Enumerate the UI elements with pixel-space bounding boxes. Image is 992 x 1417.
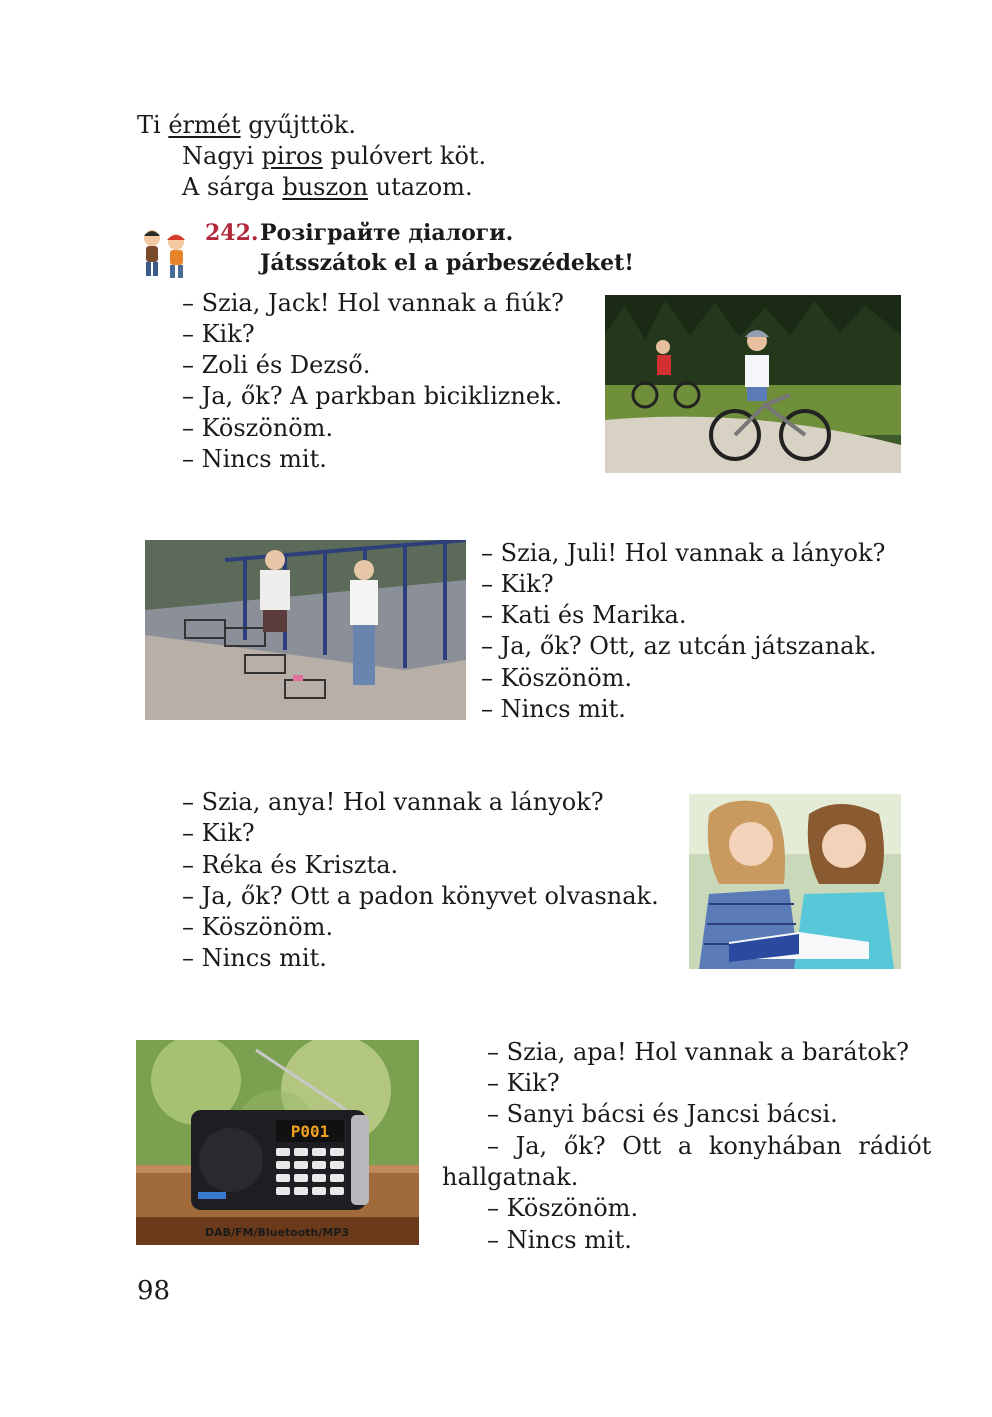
dialog-line: – Szia, apa! Hol vannak a barátok? bbox=[487, 1038, 910, 1066]
dialog-line: – Sanyi bácsi és Jancsi bácsi. bbox=[487, 1100, 838, 1128]
page-number: 98 bbox=[137, 1276, 171, 1306]
boys-cycling-photo bbox=[605, 295, 901, 473]
dialog-line: – Nincs mit. bbox=[182, 445, 327, 473]
exercise-title-ukrainian: Розіграйте діалоги. bbox=[260, 220, 514, 246]
dialog-line: – Köszönöm. bbox=[182, 414, 334, 442]
underlined-word: érmét bbox=[168, 111, 241, 139]
dialog-line: – Zoli és Dezső. bbox=[182, 351, 371, 379]
girls-reading-photo bbox=[689, 794, 901, 969]
kids-dialog-icon bbox=[136, 224, 194, 282]
girls-hopscotch-photo bbox=[145, 540, 466, 720]
radio-caption: DAB/FM/Bluetooth/MP3 bbox=[204, 1226, 350, 1239]
exercise-number: 242. bbox=[205, 220, 259, 246]
dialog-line: – Kik? bbox=[487, 1069, 560, 1097]
dialog-line: – Köszönöm. bbox=[182, 913, 334, 941]
intro-line-3: A sárga buszon utazom. bbox=[182, 173, 473, 201]
dialog-line: – Nincs mit. bbox=[182, 944, 327, 972]
dialog-line: – Nincs mit. bbox=[487, 1226, 632, 1254]
intro-line-2: Nagyi piros pulóvert köt. bbox=[182, 142, 487, 170]
dialog-line: – Ja, ők? Ott, az utcán játszanak. bbox=[481, 632, 877, 660]
dialog-line: – Szia, Juli! Hol vannak a lányok? bbox=[481, 539, 886, 567]
exercise-title-hungarian: Játsszátok el a párbeszédeket! bbox=[260, 250, 634, 276]
intro-line-1: Ti érmét gyűjttök. bbox=[137, 111, 356, 139]
dialog-line: – Kik? bbox=[481, 570, 554, 598]
dialog-line: hallgatnak. bbox=[442, 1163, 579, 1191]
radio-photo bbox=[136, 1040, 419, 1245]
dialog-line: – Köszönöm. bbox=[481, 664, 633, 692]
dialog-line: – Réka és Kriszta. bbox=[182, 851, 399, 879]
dialog-line: – Nincs mit. bbox=[481, 695, 626, 723]
dialog-line: – Szia, Jack! Hol vannak a fiúk? bbox=[182, 289, 564, 317]
dialog-line: – Ja, ők? A parkban bicikliznek. bbox=[182, 382, 563, 410]
dialog-line: – Szia, anya! Hol vannak a lányok? bbox=[182, 788, 604, 816]
dialog-line: – Ja, ők? Ott a padon könyvet olvasnak. bbox=[182, 882, 659, 910]
dialog-line: – Ja, ők? Ott a konyhában rádiót bbox=[487, 1132, 932, 1160]
dialog-line: – Kik? bbox=[182, 819, 255, 847]
dialog-line: – Kik? bbox=[182, 320, 255, 348]
dialog-line: – Kati és Marika. bbox=[481, 601, 687, 629]
underlined-word: buszon bbox=[282, 173, 369, 201]
dialog-line: – Köszönöm. bbox=[487, 1194, 639, 1222]
radio-display-text: P001 bbox=[290, 1122, 330, 1141]
underlined-word: piros bbox=[261, 142, 323, 170]
